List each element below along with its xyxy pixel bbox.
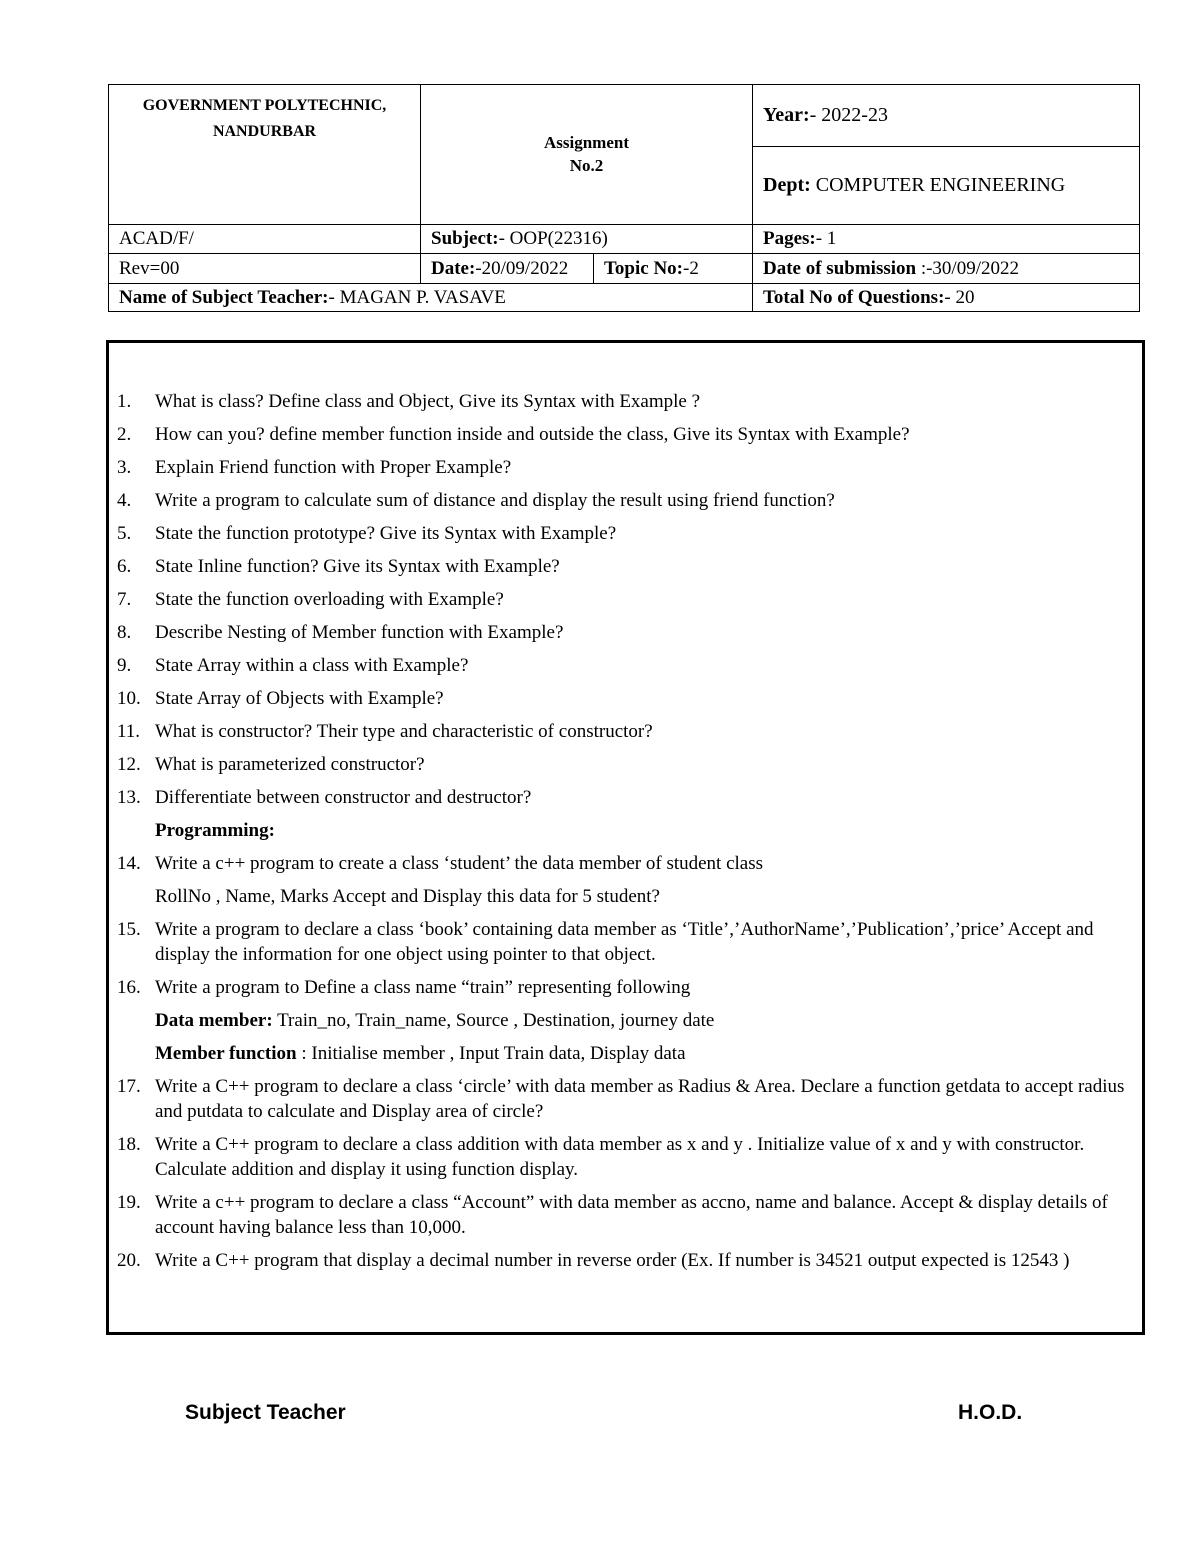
question-text: Describe Nesting of Member function with Example? bbox=[155, 622, 564, 643]
date-topic-cell bbox=[421, 254, 753, 284]
question-text: Write a program to Define a class name “train” representing following bbox=[155, 977, 691, 998]
institute-city: NANDURBAR bbox=[212, 122, 317, 140]
subject-cell bbox=[421, 225, 753, 254]
dept-cell bbox=[753, 147, 1140, 225]
total-label: Total No of Questions: bbox=[763, 286, 945, 308]
question-text: What is class? Define class and Object, Give its Syntax with Example ? bbox=[155, 391, 701, 412]
question-number: 16. bbox=[117, 977, 141, 998]
date-value: -20/09/2022 bbox=[475, 257, 569, 279]
question-5 bbox=[117, 521, 1128, 546]
question-number: 13. bbox=[117, 787, 141, 808]
question-4 bbox=[117, 488, 1128, 513]
assignment-cell bbox=[421, 85, 753, 225]
teacher-cell bbox=[109, 284, 753, 312]
question-text: Explain Friend function with Proper Example? bbox=[155, 457, 512, 478]
question-19 bbox=[117, 1190, 1128, 1240]
question-11 bbox=[117, 719, 1128, 744]
question-number: 11. bbox=[117, 721, 141, 742]
question-6 bbox=[117, 554, 1128, 579]
pages-value: - 1 bbox=[815, 228, 837, 250]
question-text: State Inline function? Give its Syntax with Example? bbox=[155, 556, 560, 577]
question-text: Write a C++ program to declare a class ‘circle’ with data member as Radius & Area. Declare a function getdata to accept radius and putdata to calculate and Display area of circle? bbox=[155, 1076, 1125, 1122]
question-number: 9. bbox=[117, 655, 132, 676]
question-text: State Array of Objects with Example? bbox=[155, 688, 444, 709]
question-number: 19. bbox=[117, 1192, 141, 1213]
question-number: 6. bbox=[117, 556, 132, 577]
member-function-label: Member function bbox=[155, 1043, 297, 1064]
question-14 bbox=[117, 851, 1128, 876]
submission-label: Date of submission bbox=[763, 257, 921, 279]
question-10 bbox=[117, 686, 1128, 711]
question-3 bbox=[117, 455, 1128, 480]
date-cell bbox=[421, 254, 594, 283]
question-12 bbox=[117, 752, 1128, 777]
question-number: 10. bbox=[117, 688, 141, 709]
question-text: Write a c++ program to create a class ‘student’ the data member of student class bbox=[155, 853, 764, 874]
year-cell bbox=[753, 85, 1140, 147]
year-label: Year: bbox=[763, 104, 810, 126]
rev-cell: Rev=00 bbox=[109, 254, 421, 284]
hod-signature-label: H.O.D. bbox=[958, 1401, 1023, 1424]
question-text: State Array within a class with Example? bbox=[155, 655, 469, 676]
assignment-number: No.2 bbox=[569, 155, 604, 175]
question-9 bbox=[117, 653, 1128, 678]
question-text: Write a C++ program that display a decimal number in reverse order (Ex. If number is 34521 output expected is 12543 ) bbox=[155, 1250, 1070, 1271]
member-function-text: : Initialise member , Input Train data, Display data bbox=[296, 1043, 686, 1064]
question-number: 12. bbox=[117, 754, 141, 775]
year-value: - 2022-23 bbox=[809, 104, 888, 126]
question-list bbox=[117, 389, 1128, 1273]
question-8 bbox=[117, 620, 1128, 645]
data-member-label: Data member: bbox=[155, 1010, 273, 1031]
submission-cell bbox=[753, 254, 1140, 284]
question-text: What is constructor? Their type and characteristic of constructor? bbox=[155, 721, 653, 742]
subject-teacher-signature-label: Subject Teacher bbox=[185, 1401, 346, 1424]
question-1 bbox=[117, 389, 1128, 414]
question-20 bbox=[117, 1248, 1128, 1273]
question-text: Write a program to calculate sum of distance and display the result using friend function? bbox=[155, 490, 835, 511]
member-function-line bbox=[117, 1041, 1128, 1066]
question-text: Write a program to declare a class ‘book’ containing data member as ‘Title’,’AuthorName’,’Publication’,’price’ Accept and display the information for one object using pointer to that object. bbox=[155, 919, 1094, 965]
question-text: Differentiate between constructor and destructor? bbox=[155, 787, 532, 808]
submission-value: :-30/09/2022 bbox=[920, 257, 1019, 279]
topic-value: -2 bbox=[683, 257, 699, 279]
question-number: 1. bbox=[117, 391, 132, 412]
question-number: 20. bbox=[117, 1250, 141, 1271]
data-member-line bbox=[117, 1008, 1128, 1033]
total-value: - 20 bbox=[944, 286, 975, 308]
acad-cell: ACAD/F/ bbox=[109, 225, 421, 254]
data-member-text: Train_no, Train_name, Source , Destination, journey date bbox=[272, 1010, 715, 1031]
pages-label: Pages: bbox=[763, 228, 816, 250]
question-number: 17. bbox=[117, 1076, 141, 1097]
pages-cell bbox=[753, 225, 1140, 254]
dept-value: COMPUTER ENGINEERING bbox=[810, 174, 1066, 196]
question-number: 14. bbox=[117, 853, 141, 874]
dept-label: Dept: bbox=[763, 174, 811, 196]
assignment-label: Assignment bbox=[543, 133, 629, 153]
questions-box bbox=[106, 340, 1145, 1335]
question-text: Write a C++ program to declare a class addition with data member as x and y . Initialize value of x and y with constructor. Calculate addition and display it using function display. bbox=[155, 1134, 1085, 1180]
question-text: State the function prototype? Give its Syntax with Example? bbox=[155, 523, 617, 544]
question-number: 2. bbox=[117, 424, 132, 445]
institute-name: GOVERNMENT POLYTECHNIC, bbox=[142, 97, 387, 114]
question-number: 3. bbox=[117, 457, 132, 478]
question-number: 7. bbox=[117, 589, 132, 610]
question-2 bbox=[117, 422, 1128, 447]
question-7 bbox=[117, 587, 1128, 612]
question-text: State the function overloading with Example? bbox=[155, 589, 504, 610]
question-17 bbox=[117, 1074, 1128, 1124]
teacher-value: - MAGAN P. VASAVE bbox=[328, 286, 506, 308]
question-text: What is parameterized constructor? bbox=[155, 754, 425, 775]
question-15 bbox=[117, 917, 1128, 967]
question-14-continuation: RollNo , Name, Marks Accept and Display this data for 5 student? bbox=[155, 886, 660, 907]
question-number: 15. bbox=[117, 919, 141, 940]
teacher-label: Name of Subject Teacher: bbox=[119, 286, 329, 308]
question-18 bbox=[117, 1132, 1128, 1182]
question-number: 5. bbox=[117, 523, 132, 544]
programming-heading: Programming: bbox=[155, 820, 275, 841]
topic-label: Topic No: bbox=[604, 257, 684, 279]
header-table bbox=[108, 84, 1140, 312]
question-number: 8. bbox=[117, 622, 132, 643]
subject-value: - OOP(22316) bbox=[498, 228, 608, 250]
question-13 bbox=[117, 785, 1128, 810]
question-text: Write a c++ program to declare a class “Account” with data member as accno, name and balance. Accept & display details of account having balance less than 10,000. bbox=[155, 1192, 1108, 1238]
subject-label: Subject: bbox=[431, 228, 499, 250]
total-questions-cell bbox=[753, 284, 1140, 312]
topic-cell bbox=[594, 254, 709, 283]
question-text: How can you? define member function inside and outside the class, Give its Syntax with Example? bbox=[155, 424, 910, 445]
question-number: 18. bbox=[117, 1134, 141, 1155]
institute-cell bbox=[109, 85, 421, 225]
question-number: 4. bbox=[117, 490, 132, 511]
question-16 bbox=[117, 975, 1128, 1000]
date-label: Date: bbox=[431, 257, 476, 279]
